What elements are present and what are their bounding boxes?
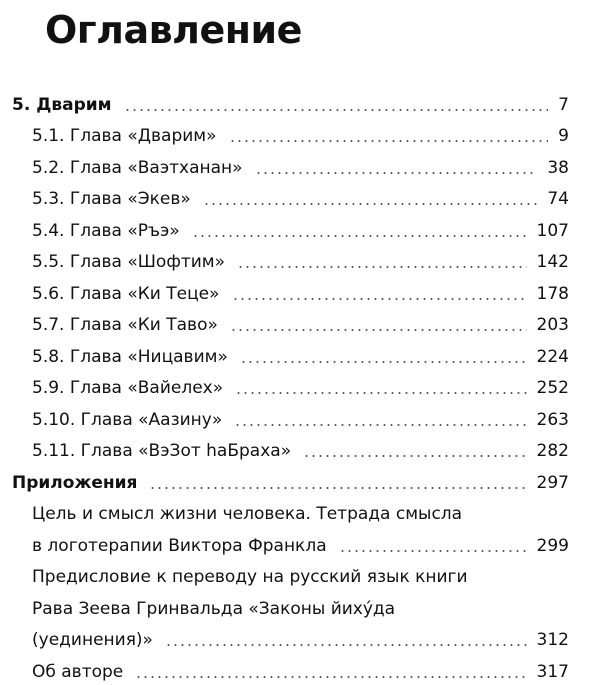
toc-page-number: 9 [558,126,569,146]
dot-leader [230,329,527,331]
toc-entry[interactable] [0,588,591,620]
toc-entry-label: 5.6. Глава «Ки Теце» [32,283,220,304]
toc-entry[interactable] [0,494,591,526]
toc-page-number: 74 [547,189,569,209]
toc-page-number: 224 [536,346,569,367]
toc-entry[interactable] [0,368,591,400]
dot-leader [192,235,527,237]
toc-page-number: 178 [536,283,569,304]
dot-leader [235,392,526,394]
toc-section-entry[interactable] [0,84,591,116]
toc-entry-label: 5.9. Глава «Вайелех» [32,378,224,398]
toc-entry-label: Цель и смысл жизни человека. Тетрада смысла [32,504,463,524]
toc-page-number: 38 [547,157,569,178]
toc-page-number: 7 [558,94,569,115]
dot-leader [124,109,549,111]
toc-entry-label: Приложения [12,472,138,493]
dot-leader [135,676,526,678]
toc-entry-label: 5.4. Глава «Ръэ» [32,220,180,241]
dot-leader [303,455,526,457]
toc-entry-label: 5. Дварим [12,94,112,115]
toc-entry[interactable] [0,525,591,557]
dot-leader [232,298,527,300]
toc-entry-label: 5.1. Глава «Дварим» [32,126,217,146]
dot-leader [237,266,527,268]
toc-entry[interactable] [0,620,591,652]
dot-leader [255,172,538,174]
toc-page-number: 282 [536,441,569,461]
toc-entry[interactable] [0,651,591,683]
toc-entry[interactable] [0,242,591,274]
table-of-contents [0,84,591,683]
toc-entry-label: 5.8. Глава «Ницавим» [32,346,228,367]
toc-entry-label: 5.10. Глава «Аазину» [32,409,223,430]
toc-entry[interactable] [0,336,591,368]
toc-entry-label: Рава Зеева Гринвальда «Законы йиху́да [32,598,396,619]
toc-entry[interactable] [0,557,591,589]
toc-entry[interactable] [0,147,591,179]
toc-entry-label: 5.5. Глава «Шофтим» [32,252,226,272]
toc-entry-label: 5.2. Глава «Ваэтханан» [32,157,243,178]
toc-page-number: 142 [536,252,569,272]
toc-entry-label: в логотерапии Виктора Франкла [32,535,327,556]
dot-leader [165,644,527,646]
toc-entry-label: 5.11. Глава «ВэЗот hаБраха» [32,441,292,461]
toc-entry[interactable] [0,399,591,431]
dot-leader [229,140,549,142]
toc-entry[interactable] [0,305,591,337]
toc-page-number: 107 [536,220,569,241]
toc-page-number: 252 [536,378,569,398]
toc-entry[interactable] [0,273,591,305]
toc-page-number: 317 [536,661,569,682]
toc-entry[interactable] [0,116,591,148]
toc-page-number: 203 [536,315,569,335]
dot-leader [149,487,526,489]
dot-leader [339,550,527,552]
toc-entry-label: 5.3. Глава «Экев» [32,189,191,209]
page-title: Оглавление [45,8,302,52]
toc-entry[interactable] [0,210,591,242]
toc-page-number: 312 [536,630,569,650]
toc-page-number: 297 [536,472,569,493]
toc-entry-label: Предисловие к переводу на русский язык книги [32,567,468,587]
toc-page-number: 299 [536,535,569,556]
toc-page-number: 263 [536,409,569,430]
toc-entry-label: (уединения)» [32,630,153,650]
toc-entry[interactable] [0,179,591,211]
dot-leader [234,424,526,426]
toc-section-entry[interactable] [0,462,591,494]
dot-leader [240,361,527,363]
toc-entry-label: Об авторе [32,661,124,682]
toc-entry-label: 5.7. Глава «Ки Таво» [32,315,218,335]
dot-leader [203,203,538,205]
toc-entry[interactable] [0,431,591,463]
